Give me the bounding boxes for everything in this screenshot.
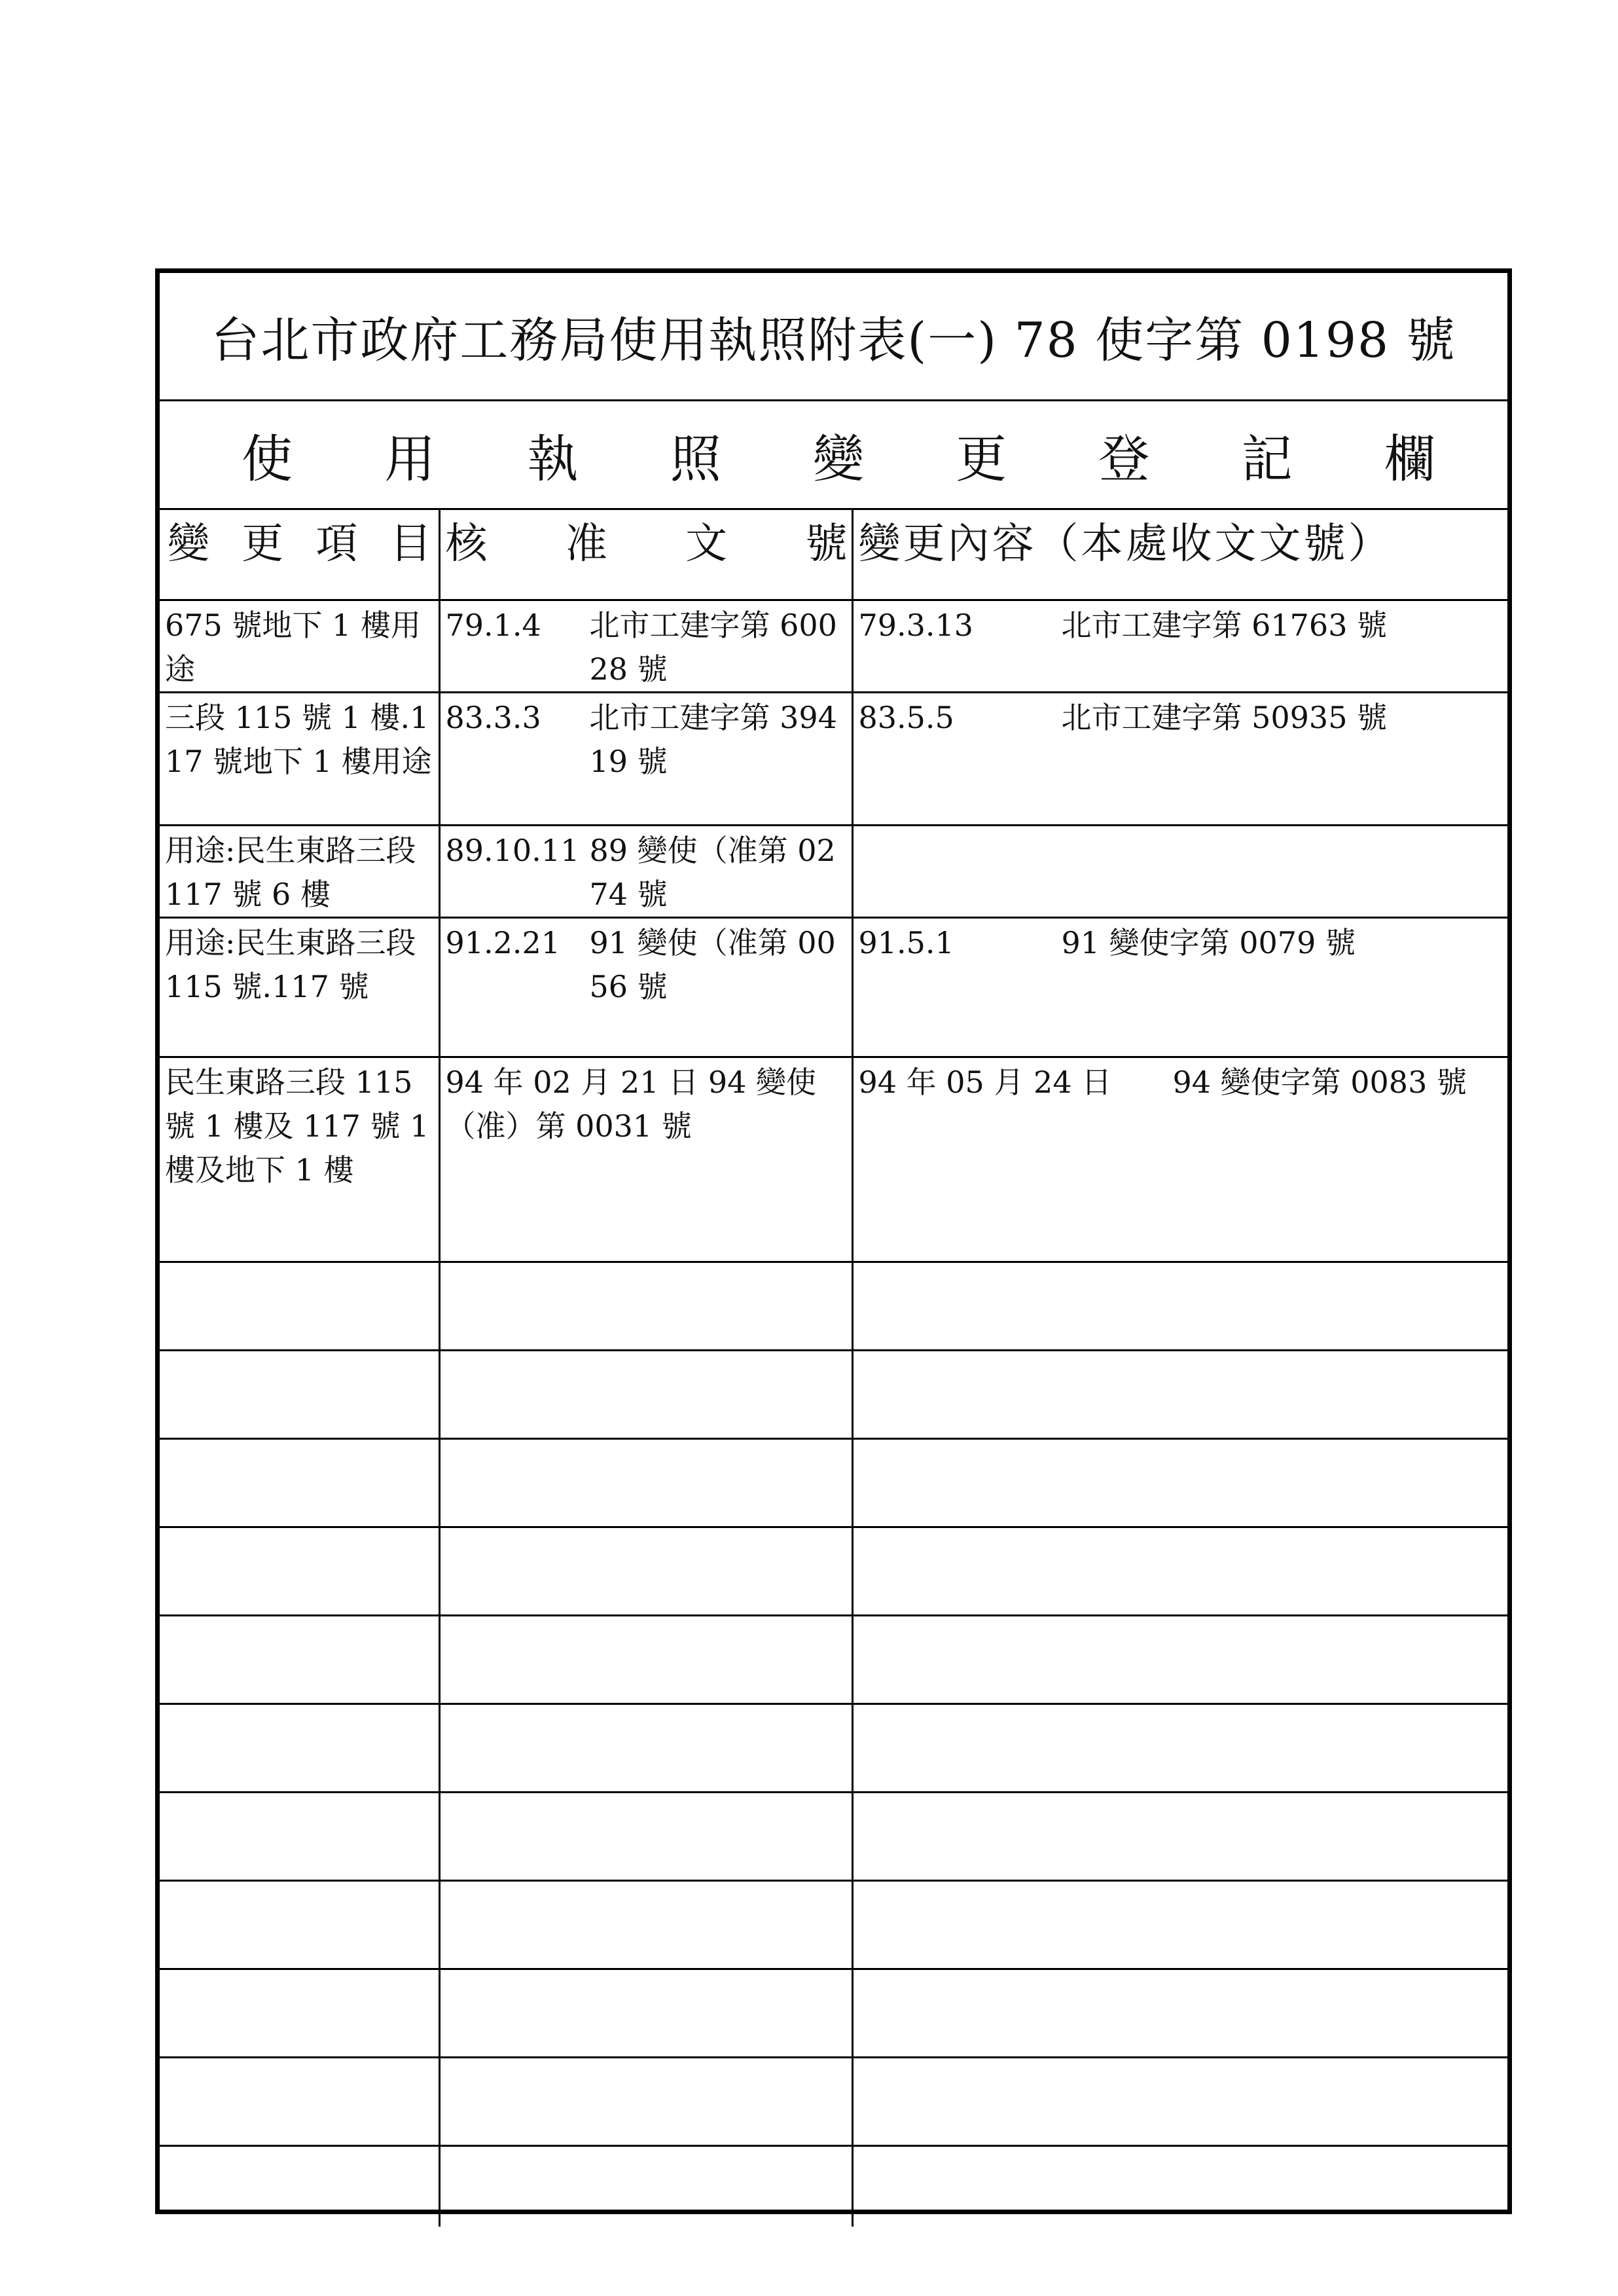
- table-row: [160, 1057, 1507, 1262]
- empty-cell: [439, 1262, 852, 1351]
- section-title-char: 執: [527, 429, 579, 489]
- header-char: 變: [168, 520, 209, 568]
- empty-cell: [852, 2058, 1507, 2146]
- approval-date: 89.10.11: [445, 833, 580, 868]
- cell-change-content: [852, 918, 1507, 1057]
- section-title-char: 記: [1241, 429, 1293, 489]
- empty-cell: [160, 1969, 439, 2058]
- empty-row: [160, 1881, 1507, 1969]
- change-no: 94 變使字第 0083 號: [1172, 1065, 1467, 1100]
- empty-row: [160, 1527, 1507, 1616]
- section-title-char: 更: [956, 429, 1007, 489]
- section-title-char: 欄: [1384, 429, 1435, 489]
- approval-date: 94 年 02 月 21 日: [445, 1065, 699, 1100]
- empty-cell: [439, 1704, 852, 1793]
- empty-cell: [160, 1527, 439, 1616]
- empty-cell: [852, 1439, 1507, 1527]
- cell-item: 用途:民生東路三段 115 號.117 號: [160, 918, 439, 1057]
- empty-cell: [439, 2146, 852, 2227]
- approval-no: 北市工建字第 60028 號: [589, 608, 837, 687]
- empty-row: [160, 1616, 1507, 1704]
- empty-cell: [160, 1793, 439, 1881]
- empty-cell: [439, 1527, 852, 1616]
- approval-no: 91 變使（准第 0056 號: [589, 925, 836, 1004]
- table-row: [160, 693, 1507, 826]
- cell-item: 675 號地下 1 樓用途: [160, 600, 439, 693]
- cell-approval: [439, 693, 852, 826]
- empty-cell: [160, 2058, 439, 2146]
- empty-cell: [852, 1262, 1507, 1351]
- cell-approval: [439, 918, 852, 1057]
- empty-cell: [852, 1969, 1507, 2058]
- change-no: 91 變使字第 0079 號: [1061, 925, 1356, 960]
- cell-item: 三段 115 號 1 樓.117 號地下 1 樓用途: [160, 693, 439, 826]
- empty-cell: [160, 2146, 439, 2227]
- header-char: 准: [565, 520, 607, 568]
- cell-change-content: [852, 693, 1507, 826]
- empty-row: [160, 2146, 1507, 2227]
- header-change-content: 變更內容（本處收文文號）: [852, 510, 1507, 600]
- empty-cell: [160, 1616, 439, 1704]
- header-char: 更: [242, 520, 284, 568]
- empty-row: [160, 1439, 1507, 1527]
- section-title: [160, 401, 1507, 510]
- empty-cell: [160, 1704, 439, 1793]
- change-no: 北市工建字第 61763 號: [1061, 608, 1388, 643]
- document-frame: [155, 268, 1512, 2214]
- header-char: 號: [805, 520, 848, 568]
- section-title-char: 使: [242, 429, 293, 489]
- empty-row: [160, 1969, 1507, 2058]
- table-row: [160, 826, 1507, 918]
- change-date: 94 年 05 月 24 日: [858, 1065, 1112, 1100]
- empty-cell: [160, 1439, 439, 1527]
- approval-date: 79.1.4: [445, 608, 541, 643]
- empty-cell: [852, 1616, 1507, 1704]
- empty-cell: [852, 1881, 1507, 1969]
- cell-change-content: [852, 600, 1507, 693]
- empty-cell: [439, 1351, 852, 1439]
- empty-row: [160, 1793, 1507, 1881]
- change-date: 79.3.13: [858, 608, 974, 643]
- empty-cell: [160, 1351, 439, 1439]
- section-title-char: 用: [384, 429, 436, 489]
- table-row: [160, 600, 1507, 693]
- empty-row: [160, 1262, 1507, 1351]
- change-no: 北市工建字第 50935 號: [1061, 700, 1388, 735]
- empty-row: [160, 1704, 1507, 1793]
- section-title-char: 照: [670, 429, 721, 489]
- section-title-char: 變: [812, 429, 864, 489]
- header-char: 目: [389, 520, 432, 568]
- empty-cell: [160, 1262, 439, 1351]
- approval-no: 北市工建字第 39419 號: [589, 700, 837, 779]
- change-date: 83.5.5: [858, 700, 954, 735]
- empty-cell: [439, 2058, 852, 2146]
- section-title-char: 登: [1098, 429, 1150, 489]
- approval-date: 83.3.3: [445, 700, 541, 735]
- empty-cell: [852, 1527, 1507, 1616]
- empty-row: [160, 1351, 1507, 1439]
- change-registry-table: [160, 510, 1507, 2227]
- cell-approval: [439, 600, 852, 693]
- empty-cell: [852, 1793, 1507, 1881]
- cell-approval: [439, 826, 852, 918]
- table-header-row: [160, 510, 1507, 600]
- change-date: 91.5.1: [858, 925, 954, 960]
- cell-approval: [439, 1057, 852, 1262]
- empty-cell: [160, 1881, 439, 1969]
- empty-cell: [852, 1704, 1507, 1793]
- header-approval-number: [439, 510, 852, 600]
- header-change-item: [160, 510, 439, 600]
- empty-cell: [852, 2146, 1507, 2227]
- empty-cell: [439, 1616, 852, 1704]
- cell-item: 用途:民生東路三段 117 號 6 樓: [160, 826, 439, 918]
- empty-cell: [439, 1881, 852, 1969]
- header-char: 核: [445, 520, 488, 568]
- cell-change-content: [852, 826, 1507, 918]
- approval-no: 94 變使（准）第 0031 號: [445, 1065, 816, 1144]
- header-char: 項: [315, 520, 358, 568]
- cell-item: 民生東路三段 115 號 1 樓及 117 號 1 樓及地下 1 樓: [160, 1057, 439, 1262]
- document-title: 台北市政府工務局使用執照附表(一) 78 使字第 0198 號: [160, 273, 1507, 401]
- table-row: [160, 918, 1507, 1057]
- empty-cell: [439, 1439, 852, 1527]
- empty-row: [160, 2058, 1507, 2146]
- empty-cell: [439, 1793, 852, 1881]
- approval-date: 91.2.21: [445, 925, 561, 960]
- cell-change-content: [852, 1057, 1507, 1262]
- empty-cell: [852, 1351, 1507, 1439]
- approval-no: 89 變使（准第 0274 號: [589, 833, 836, 912]
- empty-cell: [439, 1969, 852, 2058]
- header-char: 文: [685, 520, 728, 568]
